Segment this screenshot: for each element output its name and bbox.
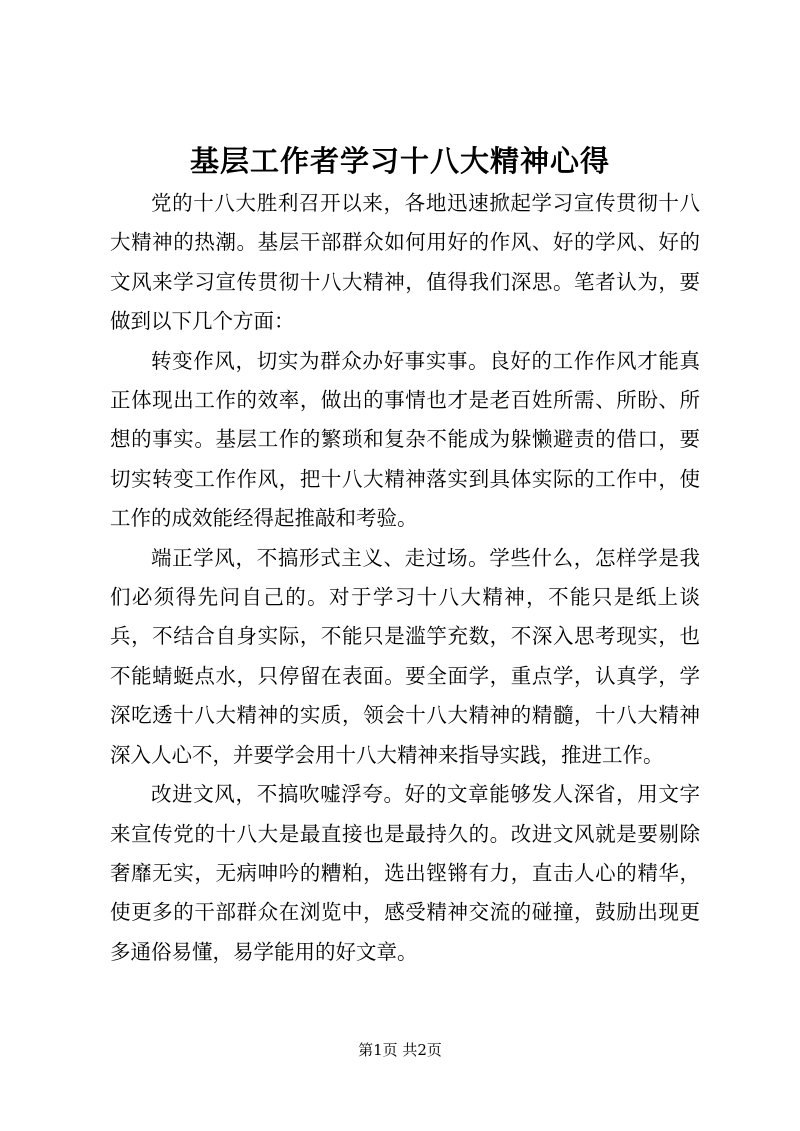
- paragraph-intro: 党的十八大胜利召开以来，各地迅速掀起学习宣传贯彻十八大精神的热潮。基层干部群众如何用好的作风、好的学风、好的文风来学习宣传贯彻十八大精神，值得我们深思。笔者认为，要做到以下几个方面：: [110, 191, 700, 334]
- paragraph-work-style: 转变作风，切实为群众办好事实事。良好的工作作风才能真正体现出工作的效率，做出的事情也才是老百姓所需、所盼、所想的事实。基层工作的繁琐和复杂不能成为躲懒避责的借口，要切实转变工作作风，把十八大精神落实到具体实际的工作中，使工作的成效能经得起推敲和考验。: [110, 348, 700, 531]
- paragraph-writing-style: 改进文风，不搞吹嘘浮夸。好的文章能够发人深省，用文字来宣传党的十八大是最直接也是最持久的。改进文风就是要剔除奢靡无实，无病呻吟的糟粕，选出铿锵有力，直击人心的精华，使更多的干部群众在浏览中，感受精神交流的碰撞，鼓励出现更多通俗易懂，易学能用的好文章。: [110, 782, 700, 964]
- page-number-footer: 第1页 共2页: [358, 1041, 442, 1059]
- paragraph-study-style: 端正学风，不搞形式主义、走过场。学些什么，怎样学是我们必须得先问自己的。对于学习十八大精神，不能只是纸上谈兵，不结合自身实际，不能只是滥竽充数，不深入思考现实，也不能蜻蜓点水，只停留在表面。要全面学，重点学，认真学，学深吃透十八大精神的实质，领会十八大精神的精髓，十八大精神深入人心不，并要学会用十八大精神来指导实践，推进工作。: [110, 545, 700, 767]
- document-body: [110, 184, 700, 972]
- document-title: 基层工作者学习十八大精神心得: [189, 144, 610, 178]
